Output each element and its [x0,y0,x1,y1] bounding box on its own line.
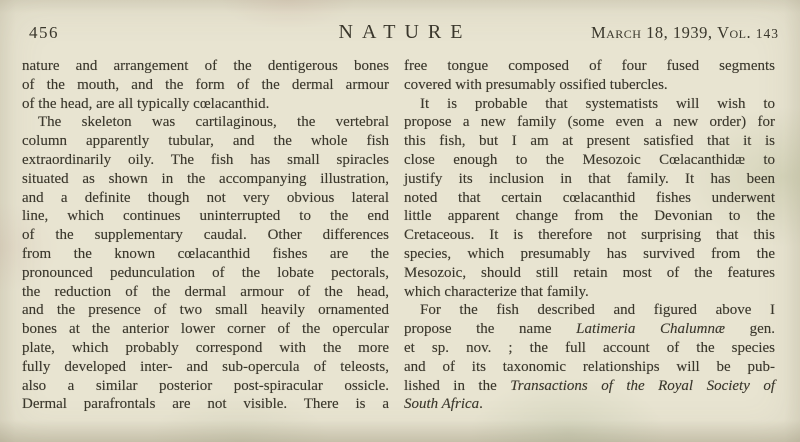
text-run: from the known cœlacanthid fishes are the [22,245,389,262]
text-line [22,189,389,208]
text-run: justify its inclusion in that family. It has been [404,170,775,187]
text-run: covered with presumably ossified tubercles. [404,76,668,93]
page-number: 456 [29,23,59,42]
text-run: of the mouth, and the form of the dermal armour [22,76,389,93]
text-run: nature and arrangement of the dentigerous bones [22,58,389,74]
text-run: Cretaceous. It is therefore not surprising that this [404,227,775,244]
text-line [404,151,775,170]
text-run: which characterize that family. [404,283,589,300]
text-run: and the presence of two small heavily ornamented [22,302,389,319]
text-line [404,226,775,245]
text-line [22,377,389,396]
text-run: of the head, are all typically cœlacanthid. [22,95,270,112]
text-run: this fish, but I am at present satisfied that it is [404,133,775,150]
text-line [404,264,775,283]
italic-text: Transactions of the Royal Society of [510,377,775,394]
text-line [404,170,775,189]
text-line [22,113,389,132]
text-run: species, which presumably has survived from the [404,245,775,262]
text-run: Dermal parafrontals are not visible. There is a [22,396,389,413]
text-line [404,207,775,226]
text-line [22,320,389,339]
text-line [404,245,775,264]
journal-title: NATURE [338,21,472,43]
text-run: et sp. nov. ; the full account of the species [404,339,775,356]
text-run: propose a new family (some even a new order) for [404,114,775,131]
text-line [22,301,389,320]
text-line [404,377,775,396]
text-line [404,132,775,151]
text-run: The skeleton was cartilaginous, the vertebral [38,114,389,131]
text-line [22,151,389,170]
page-header [0,20,800,46]
text-line [404,76,775,95]
issue-info [591,23,779,43]
right-column [404,57,775,414]
text-run: the reduction of the dermal armour of the head, [22,283,389,300]
issue-month: March [590,23,642,42]
italic-text: South Africa [404,396,480,413]
text-run: column apparently tubular, and the whole fish [22,133,389,150]
text-line [22,283,389,302]
text-line [22,95,389,114]
left-column [22,57,389,414]
text-run: line, which continues uninterrupted to the end [22,208,389,225]
text-run: gen. [724,321,775,338]
text-run: and of its taxonomic relationships will be pub- [404,358,775,375]
text-line [22,132,389,151]
text-run: of the supplementary caudal. Other differences [22,227,389,244]
text-run: free tongue composed of four fused segments [404,58,775,74]
text-run: pronounced pedunculation of the lobate pectorals, [22,264,389,281]
text-line [404,113,775,132]
text-run: little apparent change from the Devonian to the [404,208,775,225]
text-line [22,76,389,95]
text-line [22,395,389,414]
text-line [22,207,389,226]
volume-label: Vol. [717,23,752,42]
text-line [404,358,775,377]
text-line [404,57,775,76]
volume-number: 143 [755,26,779,41]
text-line [22,264,389,283]
text-run: It is probable that systematists will wish to [420,95,775,112]
text-run: propose the name [404,321,577,338]
text-run: extraordinarily oily. The fish has small spiracles [22,151,389,168]
text-line [404,95,775,114]
text-run: situated as shown in the accompanying illustration, [22,170,389,187]
text-run: close enough to the Mesozoic Cœlacanthidæ to [404,151,775,168]
text-line [404,283,775,302]
text-run: plate, which probably correspond with the more [22,339,389,356]
text-run: and a definite though not very obvious lateral [22,189,389,206]
text-line [404,395,775,414]
text-columns [22,57,775,414]
text-run: bones at the anterior lower corner of the opercular [22,321,389,338]
text-run: . [479,396,483,413]
text-run: noted that certain cœlacanthid fishes underwent [404,189,775,206]
text-line [22,170,389,189]
text-run: For the fish described and figured above I [420,302,775,319]
text-line [22,57,389,76]
text-line [22,226,389,245]
text-line [404,189,775,208]
text-line [22,339,389,358]
text-line [404,339,775,358]
text-run: also a similar posterior post-spiracular ossicle. [22,377,389,394]
text-line [404,320,775,339]
italic-text: Latimeria Chalumnæ [576,321,725,338]
text-run: fully developed inter- and sub-opercula of teleosts, [22,358,389,375]
text-line [404,301,775,320]
text-run: lished in the [404,377,511,394]
issue-date: 18, 1939, [646,23,713,42]
text-line [22,245,389,264]
text-run: Mesozoic, should still retain most of the features [404,264,775,281]
text-line [22,358,389,377]
